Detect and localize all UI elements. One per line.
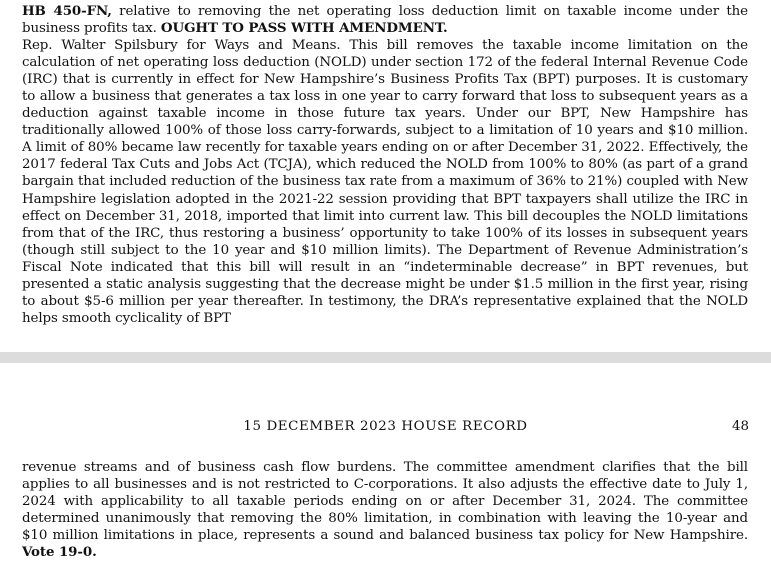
page-number: 48 [731,419,749,434]
continued-body-text: revenue streams and of business cash flow burdens. The committee amendment clarifies that the bill applies to all businesses and is not restricted to C-corporations. It also adjusts the effective date to July 1, 2024 with applicability to all taxable periods ending on or after December 31, 2024. The committee determined unanimously that removing the 80% limitation, in combination with leaving the 10-year and $10 million limitations in place, represents a sound and balanced business tax policy for New Hampshire. [22,460,748,544]
report-body-text: Rep. Walter Spilsbury for Ways and Means. This bill removes the taxable income limitation on the calculation of net operating loss deduction (NOLD) under section 172 of the federal Internal Revenue Code (IRC) that is currently in effect for New Hampshire’s Business Profits Tax (BPT) purposes. It is customary to allow a business that generates a tax loss in one year to carry forward that loss to subsequent years as a deduction against taxable income in those future tax years. Under our BPT, New Hampshire has traditionally allowed 100% of those loss carry-forwards, subject to a limitation of 10 years and $10 million. A limit of 80% became law recently for taxable years ending on or after December 31, 2022. Effectively, the 2017 federal Tax Cuts and Jobs Act (TCJA), which reduced the NOLD from 100% to 80% (as part of a grand bargain that included reduction of the business tax rate from a maximum of 36% to 21%) coupled with New Hampshire legislation adopted in the 2021-22 session providing that BPT taxpayers shall utilize the IRC in effect on December 31, 2018, imported that limit into current law. This bill decouples the NOLD limitations from that of the IRC, thus restoring a business’ opportunity to take 100% of its losses in subsequent years (though still subject to the 10 year and $10 million limits). The Department of Revenue Administration’s Fiscal Note indicated that this bill will result in an “indeterminable decrease” in BPT revenues, but presented a static analysis suggesting that the decrease might be under $1.5 million in the first year, rising to about $5-6 million per year thereafter. In testimony, the DRA’s representative explained that the NOLD helps smooth cyclicality of BPT [22,38,748,326]
continued-report-paragraph [22,459,748,561]
running-header-title: 15 DECEMBER 2023 HOUSE RECORD [243,419,528,434]
page-running-header [0,419,771,437]
committee-recommendation: OUGHT TO PASS WITH AMENDMENT. [160,20,448,37]
bill-title: relative to removing the net operating loss deduction limit on taxable income under the business profits tax. [22,4,748,37]
committee-report-paragraph [22,3,748,327]
page-break-divider [0,352,771,363]
bill-id: HB 450-FN, [22,3,112,19]
vote-result: Vote 19-0. [22,544,97,561]
